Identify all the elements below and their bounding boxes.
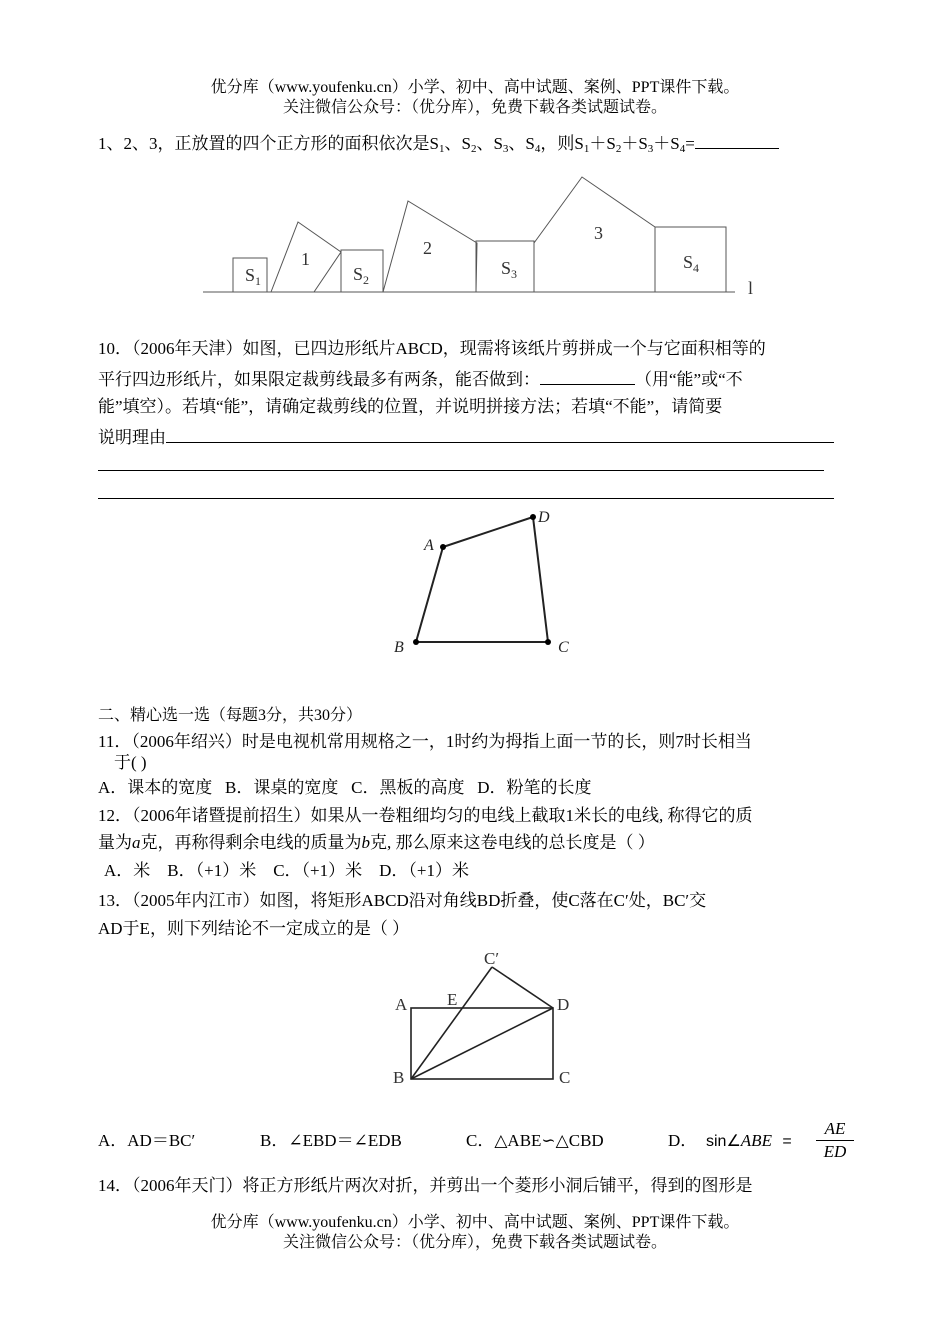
header-line-2: 关注微信公众号：（优分库），免费下载各类试题试卷。: [282, 99, 667, 116]
q14-line-1: 14．（2006年天门）将正方形纸片两次对折，并剪出一个菱形小洞后铺平，得到的图形是: [98, 1176, 753, 1195]
q10-quadrilateral-figure: [380, 500, 590, 665]
segment-bc-prime: [411, 967, 492, 1079]
q9-plus: ＋: [621, 134, 639, 153]
q13-line-1: 13．（2005年内江市）如图，将矩形ABCD沿对角线BD折叠，使C落在C′处，BC′交: [98, 891, 707, 910]
label-b: B: [393, 1068, 405, 1087]
q13-option-d-prefix: D．: [668, 1131, 698, 1150]
point-b: [413, 639, 419, 645]
q13-option-d-sin: sin∠: [706, 1133, 741, 1150]
q12-line-2b: 克，再称得剩余电线的质量为: [140, 833, 362, 852]
q9-sub: 3: [647, 143, 654, 155]
q10-reason-label: 说明理由: [98, 428, 166, 447]
q11-line-2: 于( ): [114, 753, 147, 772]
label-c-prime: C′: [484, 949, 500, 968]
label-s1: $S_1$: [245, 265, 262, 288]
q12-var-a: a: [132, 833, 141, 852]
q12-line-2: [98, 832, 655, 854]
q9-then: ，则S: [540, 134, 584, 153]
q9-sep: 、: [476, 134, 494, 153]
q12-line-1: 12．（2006年诸暨提前招生）如果从一卷粗细均匀的电线上截取1米长的电线, 称得它的质: [98, 806, 753, 825]
q10-line-2: [98, 367, 743, 391]
q12-line-2c: 克, 那么原来这卷电线的总长度是（ ）: [370, 833, 655, 852]
q10-line-1: 10．（2006年天津）如图，已四边形纸片ABCD，现需将该纸片剪拼成一个与它面积相等的: [98, 339, 766, 358]
q9-sep: 、: [444, 134, 462, 153]
label-s3: $S_3$: [501, 258, 518, 281]
q13-option-d-fraction: [816, 1118, 854, 1163]
q10-answer-rule-1[interactable]: [98, 470, 824, 471]
q13-option-d-angle: ABE: [740, 1131, 772, 1150]
q13-option-d-denominator: ED: [823, 1142, 847, 1161]
label-1: 1: [301, 249, 310, 269]
label-a: A: [395, 995, 408, 1014]
diagonal-bd: [411, 1008, 553, 1079]
label-d: D: [538, 509, 550, 526]
q9-sub: 1: [438, 143, 445, 155]
q9-prefix: 1、2、3，正放置的四个正方形的面积依次是S: [98, 134, 439, 153]
section-2-title: 二、精心选一选（每题3分，共30分）: [98, 707, 363, 724]
q12-line-2a: 量为: [98, 833, 132, 852]
q10-answer-blank[interactable]: [540, 367, 635, 385]
q10-line-2b: （用“能”或“不: [635, 370, 743, 389]
q13-option-d-eq: =: [782, 1133, 792, 1150]
footer-line-1: 优分库（www.youfenku.cn）小学、初中、高中试题、案例、PPT课件下载。: [210, 1214, 740, 1231]
q9-sub: 2: [615, 143, 622, 155]
q9-plus: ＋: [653, 134, 671, 153]
q13-option-d-numerator: AE: [816, 1118, 854, 1141]
q9-answer-blank[interactable]: [695, 131, 779, 149]
label-2: 2: [423, 238, 432, 258]
q13-option-c: C．△ABE∽△CBD: [466, 1131, 604, 1150]
label-s4: $S_4$: [683, 252, 700, 275]
q10-line-4: [98, 425, 834, 449]
q9-sub: 1: [583, 143, 590, 155]
footer-line-2: 关注微信公众号：（优分库），免费下载各类试题试卷。: [282, 1234, 667, 1251]
label-c: C: [559, 1068, 571, 1087]
q13-line-2: AD于E，则下列结论不一定成立的是（ ）: [98, 919, 410, 938]
q9-plus: ＋: [589, 134, 607, 153]
q9-sub: 3: [502, 143, 509, 155]
q9-sep: 、: [508, 134, 526, 153]
q11-line-1: 11．（2006年绍兴）时是电视机常用规格之一，1时约为拇指上面一节的长，则7时长相当: [98, 732, 752, 751]
q13-option-b: B．∠EBD＝∠EDB: [260, 1131, 402, 1150]
label-c: C: [558, 639, 569, 656]
point-d: [530, 514, 536, 520]
q9-sub: 4: [679, 143, 686, 155]
point-c: [545, 639, 551, 645]
header-line-1: 优分库（www.youfenku.cn）小学、初中、高中试题、案例、PPT课件下载。: [210, 79, 740, 96]
segment-c-prime-d: [492, 967, 553, 1008]
label-a: A: [424, 537, 434, 554]
q12-var-b: b: [361, 833, 370, 852]
label-d: D: [557, 995, 570, 1014]
q10-line-3: 能”填空）。若填“能”，请确定裁剪线的位置，并说明拼接方法；若填“不能”，请简要: [98, 397, 723, 416]
label-b: B: [394, 639, 404, 656]
q13-rectangle-figure: [385, 945, 585, 1095]
label-line-l: l: [748, 278, 754, 298]
quadrilateral-abcd: [416, 517, 548, 642]
q13-option-d-formula: [706, 1130, 792, 1153]
q10-line-2a: 平行四边形纸片，如果限定裁剪线最多有两条，能否做到：: [98, 370, 540, 389]
label-3: 3: [594, 223, 603, 243]
q9-squares-figure: [195, 170, 775, 305]
q9-sub: 4: [534, 143, 541, 155]
q11-options: A．课本的宽度 B．课桌的宽度 C．黑板的高度 D．粉笔的长度: [98, 778, 592, 797]
q13-option-a: A．AD＝BC′: [98, 1131, 196, 1150]
q9-text: 1、2、3，正放置的四个正方形的面积依次是$S_1$、$S_2$、$S_3$、$S_4$，则$S_1+S_2+S_3+S_4=$: [98, 131, 779, 160]
q12-options: A．米 B．（+1）米 C．（+1）米 D．（+1）米: [104, 861, 469, 880]
q10-answer-rule-2[interactable]: [98, 498, 834, 499]
q9-sub: 2: [470, 143, 477, 155]
label-s2: $S_2$: [353, 264, 370, 287]
q10-reason-blank[interactable]: [166, 425, 834, 443]
q9-eq: =: [685, 134, 695, 153]
label-e: E: [447, 990, 458, 1009]
point-a: [440, 544, 446, 550]
